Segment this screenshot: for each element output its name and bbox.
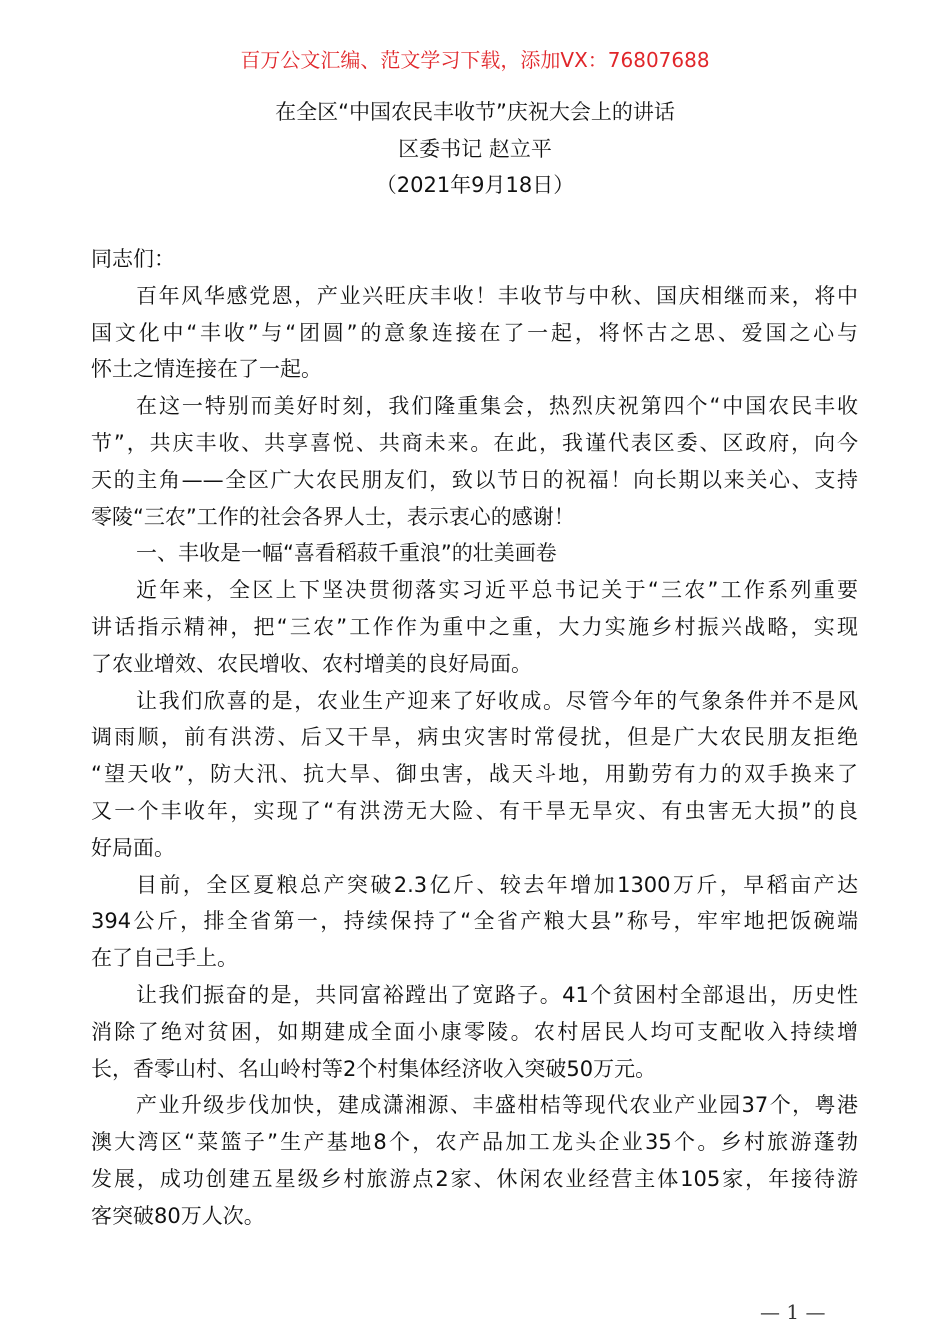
watermark-banner: 百万公文汇编、范文学习下载，添加VX：76807688 — [240, 48, 710, 72]
text-line: 394公斤，排全省第一，持续保持了“全省产粮大县”称号，牢牢地把饭碗端 — [91, 909, 858, 934]
page-number: — 1 — — [760, 1300, 826, 1324]
text-line: 客突破80万人次。 — [91, 1203, 265, 1228]
text-line: 发展，成功创建五星级乡村旅游点2家、休闲农业经营主体105家，年接待游 — [91, 1166, 858, 1191]
text-line: 让我们振奋的是，共同富裕蹚出了宽路子。41个贫困村全部退出，历史性 — [136, 982, 858, 1007]
text-line: 近年来，全区上下坚决贯彻落实习近平总书记关于“三农”工作系列重要 — [136, 578, 858, 603]
text-line: 在这一特别而美好时刻，我们隆重集会，热烈庆祝第四个“中国农民丰收 — [136, 394, 858, 419]
text-line: 百年风华感党恩，产业兴旺庆丰收！丰收节与中秋、国庆相继而来，将中 — [136, 283, 858, 308]
text-line: 长，香零山村、名山岭村等2个村集体经济收入突破50万元。 — [91, 1056, 657, 1081]
paragraph — [91, 537, 858, 574]
author-line: 区委书记 赵立平 — [398, 137, 552, 161]
paragraph — [91, 1089, 858, 1236]
paragraph — [91, 685, 858, 869]
paragraph — [91, 574, 858, 684]
text-line: 同志们： — [91, 247, 175, 271]
text-line: 好局面。 — [91, 835, 175, 860]
text-line: 在了自己手上。 — [91, 946, 238, 971]
text-line: 零陵“三农”工作的社会各界人士，表示衷心的感谢！ — [91, 504, 575, 529]
text-line: 澳大湾区“菜篮子”生产基地8个，农产品加工龙头企业35个。乡村旅游蓬勃 — [91, 1130, 858, 1155]
paragraph — [91, 280, 858, 390]
text-line: “望天收”，防大汛、抗大旱、御虫害，战天斗地，用勤劳有力的双手换来了 — [91, 762, 858, 787]
text-line: 调雨顺，前有洪涝、后又干旱，病虫灾害时常侵扰，但是广大农民朋友拒绝 — [91, 725, 858, 750]
text-line: 国文化中“丰收”与“团圆”的意象连接在了一起，将怀古之思、爱国之心与 — [91, 320, 858, 345]
document-title: 在全区“中国农民丰收节”庆祝大会上的讲话 — [275, 100, 675, 124]
paragraph — [91, 390, 858, 537]
text-line: 怀土之情连接在了一起。 — [91, 357, 322, 382]
text-line: 消除了绝对贫困，如期建成全面小康零陵。农村居民人均可支配收入持续增 — [91, 1019, 858, 1044]
paragraph — [91, 979, 858, 1089]
text-line: 天的主角——全区广大农民朋友们，致以节日的祝福！向长期以来关心、支持 — [91, 467, 858, 492]
text-line: 目前，全区夏粮总产突破2.3亿斤、较去年增加1300万斤，早稻亩产达 — [136, 872, 858, 897]
text-line: 了农业增效、农民增收、农村增美的良好局面。 — [91, 651, 532, 676]
text-line: 讲话指示精神，把“三农”工作作为重中之重，大力实施乡村振兴战略，实现 — [91, 614, 858, 639]
text-line: 让我们欣喜的是，农业生产迎来了好收成。尽管今年的气象条件并不是风 — [136, 688, 858, 713]
text-line: 又一个丰收年，实现了“有洪涝无大险、有干旱无旱灾、有虫害无大损”的良 — [91, 798, 858, 823]
paragraph — [91, 243, 858, 280]
paragraph — [91, 869, 858, 979]
text-line: 产业升级步伐加快，建成潇湘源、丰盛柑桔等现代农业产业园37个，粤港 — [136, 1093, 858, 1118]
date-line: （2021年9月18日） — [375, 173, 575, 197]
text-line: 一、丰收是一幅“喜看稻菽千重浪”的壮美画卷 — [136, 541, 557, 566]
text-line: 节”，共庆丰收、共享喜悦、共商未来。在此，我谨代表区委、区政府，向今 — [91, 430, 858, 455]
document-body — [91, 243, 858, 1237]
